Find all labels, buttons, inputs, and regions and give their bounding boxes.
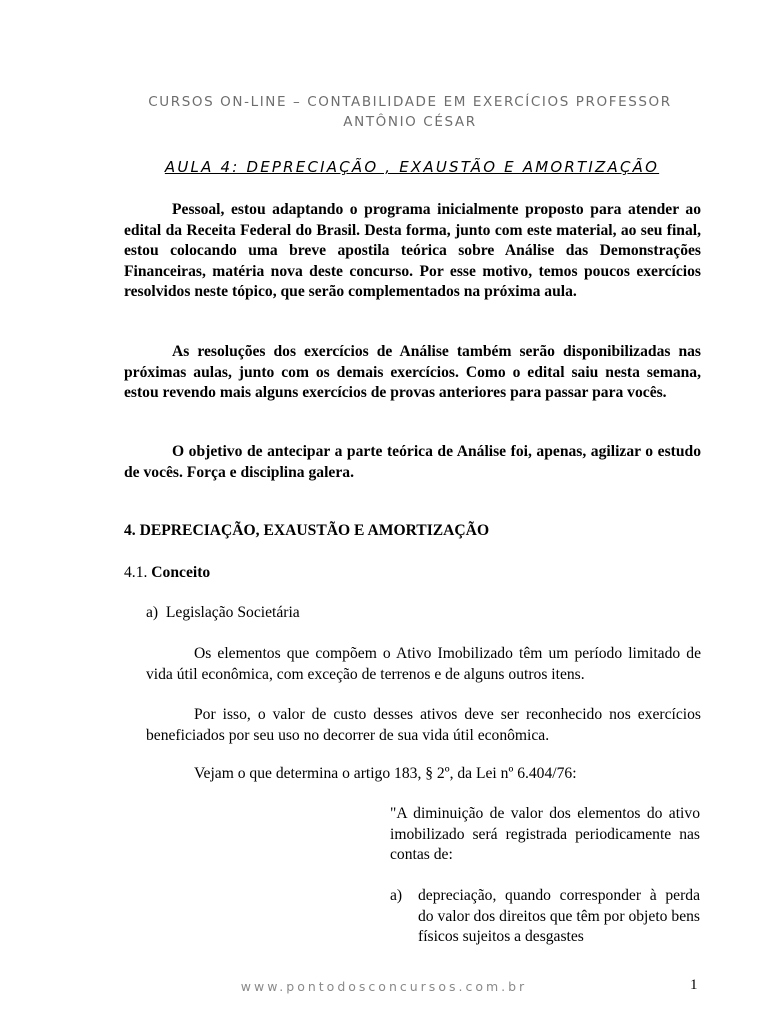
law-reference: Vejam o que determina o artigo 183, § 2º, da Lei nº 6.404/76: [194, 765, 577, 782]
list-item-legislacao: a) Legislação Societária [146, 604, 300, 621]
subsection-number: 4.1. [124, 564, 148, 581]
page-number: 1 [690, 977, 698, 993]
intro-paragraph-2: As resoluções dos exercícios de Análise também serão disponibilizadas nas próximas aulas, junto com os demais exercícios. Como o edital saiu nesta semana, estou revendo mais alguns exercícios de provas anteriores para passar para vocês. [124, 343, 701, 401]
section-heading: 4. DEPRECIAÇÃO, EXAUSTÃO E AMORTIZAÇÃO [124, 522, 490, 539]
course-header [120, 92, 700, 132]
course-header-line-2: ANTÔNIO CÉSAR [343, 114, 477, 130]
subsection-heading [124, 564, 210, 582]
intro-paragraph-3: O objetivo de antecipar a parte teórica de Análise foi, apenas, agilizar o estudo de vocês. Força e disciplina galera. [124, 443, 701, 481]
law-quote: "A diminuição de valor dos elementos do ativo imobilizado será registrada periodicamente nas contas de: [390, 805, 700, 863]
lesson-title: AULA 4: DEPRECIAÇÃO , EXAUSTÃO E AMORTIZAÇÃO [164, 158, 660, 176]
body-paragraph-1: Os elementos que compõem o Ativo Imobilizado têm um período limitado de vida útil econômica, com exceção de terrenos e de alguns outros itens. [146, 645, 701, 683]
subsection-label: Conceito [151, 564, 211, 581]
course-header-line-1: CURSOS ON-LINE – CONTABILIDADE EM EXERCÍCIOS PROFESSOR [148, 94, 672, 110]
law-quote-item-text: depreciação, quando corresponder à perda do valor dos direitos que têm por objeto bens físicos sujeitos a desgastes [418, 887, 700, 945]
law-quote-item-marker: a) [390, 887, 403, 904]
law-quote-item-a [390, 886, 700, 948]
intro-paragraph-1: Pessoal, estou adaptando o programa inicialmente proposto para atender ao edital da Receita Federal do Brasil. Desta forma, junto com este material, ao seu final, estou colocando uma breve apostila teórica sobre Análise das Demonstrações Financeiras, matéria nova deste concurso. Por esse motivo, temos poucos exercícios resolvidos neste tópico, que serão complementados na próxima aula. [124, 201, 701, 300]
body-paragraph-2: Por isso, o valor de custo desses ativos deve ser reconhecido nos exercícios beneficiados por seu uso no decorrer de sua vida útil econômica. [146, 706, 701, 744]
footer-url: www.pontodosconcursos.com.br [240, 979, 528, 994]
